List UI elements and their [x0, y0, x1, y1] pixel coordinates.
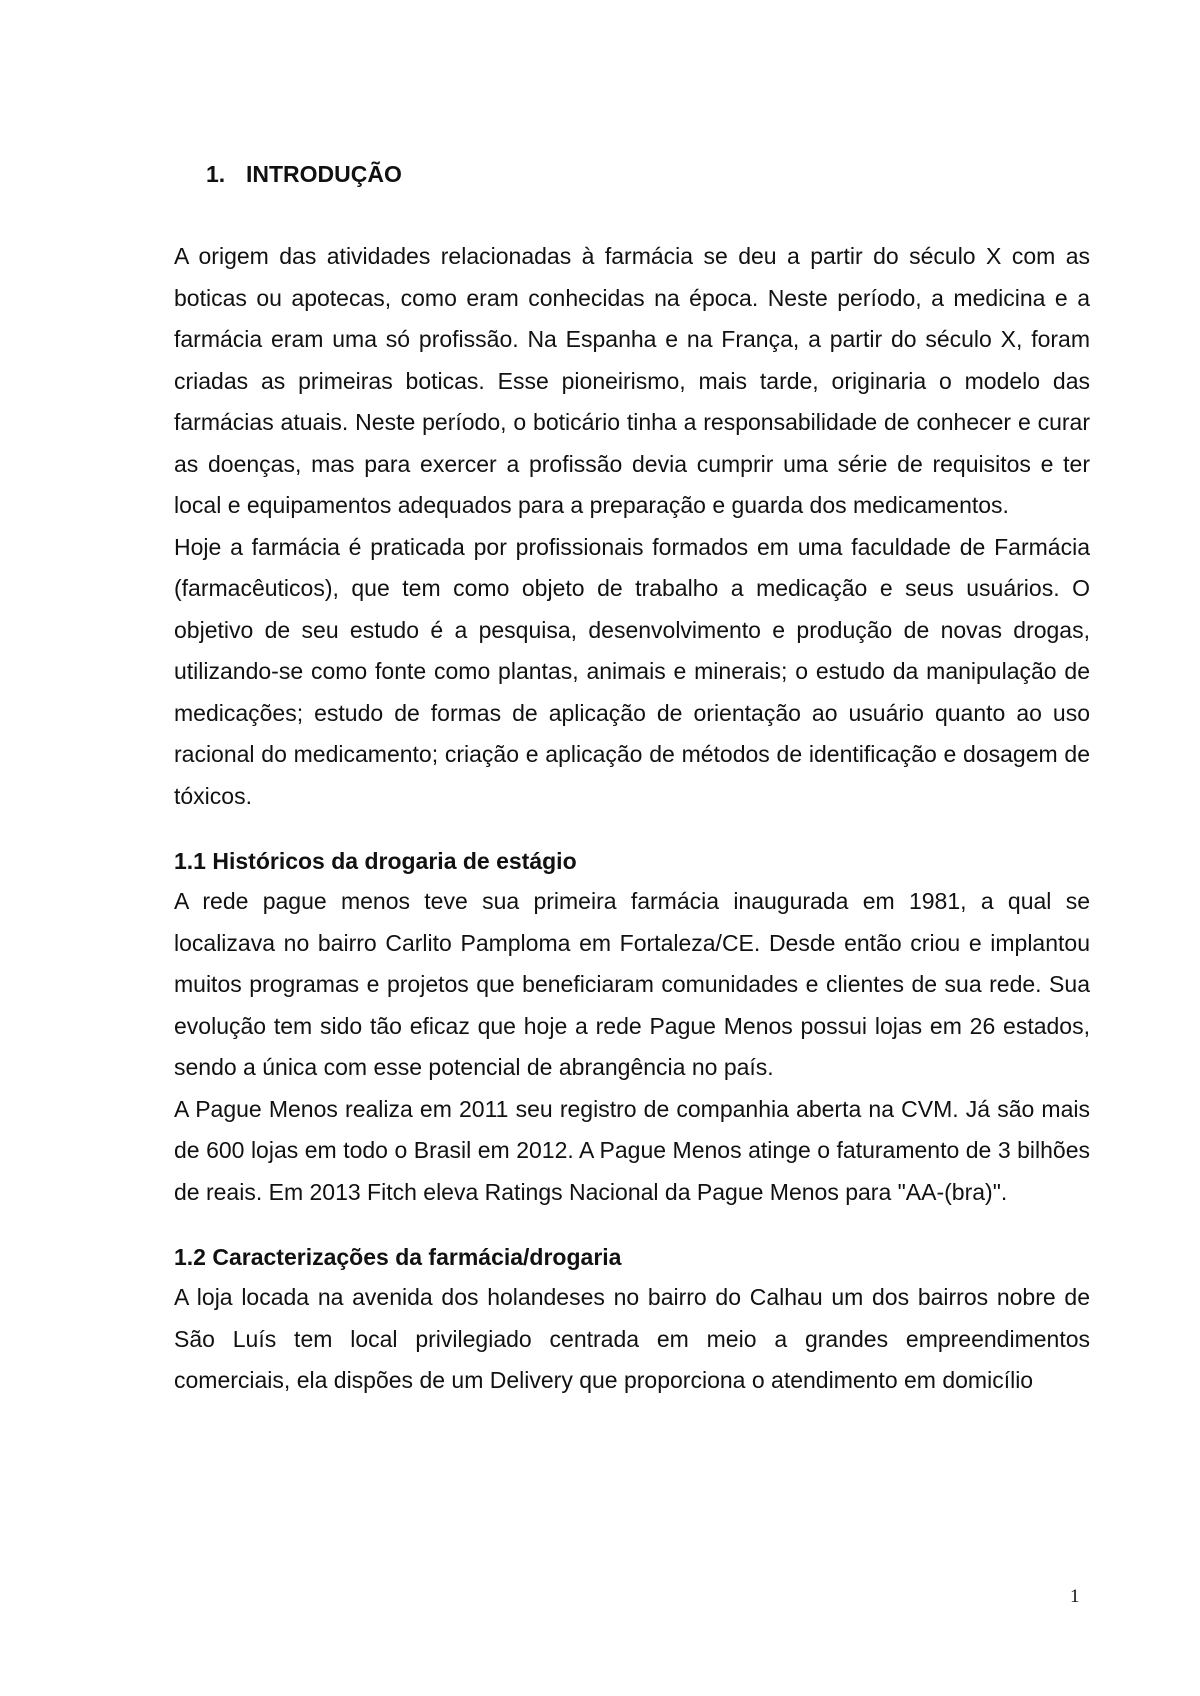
- paragraph: A origem das atividades relacionadas à farmácia se deu a partir do século X com as boticas ou apotecas, como eram conhecidas na época. Neste período, a medicina e a farmácia eram uma só profissão. Na Espanha e na França, a partir do século X, foram criadas as primeiras boticas. Esse pioneirismo, mais tarde, originaria o modelo das farmácias atuais. Neste período, o boticário tinha a responsabilidade de conhecer e curar as doenças, mas para exercer a profissão devia cumprir uma série de requisitos e ter local e equipamentos adequados para a preparação e guarda dos medicamentos.: [174, 243, 1090, 518]
- spacer: [174, 1213, 1090, 1243]
- section-heading-introducao: [206, 160, 1090, 188]
- paragraph: A loja locada na avenida dos holandeses no bairro do Calhau um dos bairros nobre de São Luís tem local privilegiado centrada em meio a grandes empreendimentos comerciais, ela dispões de um Delivery que proporciona o atendimento em domicílio: [174, 1284, 1090, 1393]
- page-content: [174, 160, 1090, 1402]
- paragraph: A Pague Menos realiza em 2011 seu registro de companhia aberta na CVM. Já são mais de 600 lojas em todo o Brasil em 2012. A Pague Menos atinge o faturamento de 3 bilhões de reais. Em 2013 Fitch eleva Ratings Nacional da Pague Menos para "AA-(bra)".: [174, 1095, 1090, 1205]
- section-title: INTRODUÇÃO: [246, 161, 402, 187]
- spacer: [174, 817, 1090, 847]
- paragraph: A rede pague menos teve sua primeira farmácia inaugurada em 1981, a qual se localizava no bairro Carlito Pamploma em Fortaleza/CE. Desde então criou e implantou muitos programas e projetos que beneficiaram comunidades e clientes de sua rede. Sua evolução tem sido tão eficaz que hoje a rede Pague Menos possui lojas em 26 estados, sendo a única com esse potencial de abrangência no país.: [174, 888, 1090, 1080]
- subsection-heading-caracterizacoes: 1.2 Caracterizações da farmácia/drogaria: [174, 1244, 622, 1270]
- page-number: 1: [1070, 1586, 1080, 1607]
- section-number: 1.: [206, 161, 226, 187]
- subsection-heading-historicos: 1.1 Históricos da drogaria de estágio: [174, 848, 577, 874]
- paragraph: Hoje a farmácia é praticada por profissionais formados em uma faculdade de Farmácia (farmacêuticos), que tem como objeto de trabalho a medicação e seus usuários. O objetivo de seu estudo é a pesquisa, desenvolvimento e produção de novas drogas, utilizando-se como fonte como plantas, animais e minerais; o estudo da manipulação de medicações; estudo de formas de aplicação de orientação ao usuário quanto ao uso racional do medicamento; criação e aplicação de métodos de identificação e dosagem de tóxicos.: [174, 533, 1090, 809]
